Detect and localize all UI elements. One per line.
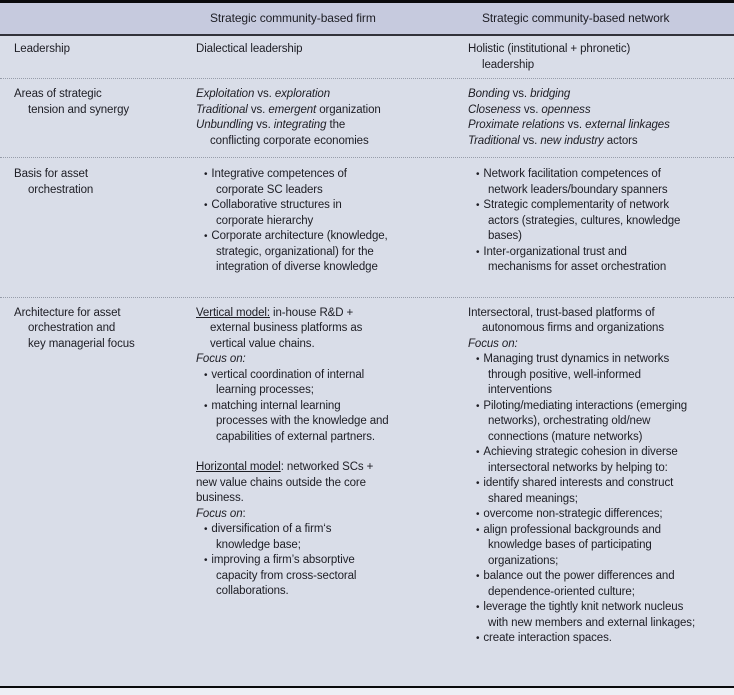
text-run: vs.	[509, 88, 531, 100]
bullet-icon: •	[204, 524, 208, 535]
paragraph	[468, 306, 728, 337]
text-run: Traditional	[468, 134, 520, 147]
text-run: matching internal learning	[211, 399, 341, 412]
text-run: vertical value chains.	[210, 337, 315, 350]
bullet-icon: •	[204, 231, 208, 242]
text-run: network leaders/boundary spanners	[488, 183, 668, 196]
bullet-item	[468, 399, 728, 446]
row-label-cell	[0, 167, 182, 276]
text-run: external business platforms as	[210, 322, 363, 334]
text-run: the	[326, 119, 346, 131]
bullet-icon: •	[476, 633, 480, 644]
table-row	[0, 297, 734, 687]
firm-cell	[182, 306, 454, 683]
text-run: processes with the knowledge and	[216, 415, 389, 427]
paragraph	[14, 42, 176, 58]
paragraph	[196, 507, 448, 523]
bullet-item	[196, 368, 448, 399]
text-run: Focus on:	[468, 337, 518, 350]
text-run: strategic, organizational) for the	[216, 245, 374, 258]
bullet-icon: •	[476, 447, 480, 458]
footer-strip	[0, 688, 734, 695]
text-run: Dialectical leadership	[196, 43, 303, 55]
bullet-item	[196, 553, 448, 600]
header-firm: Strategic community-based firm	[210, 10, 376, 25]
text-run: corporate SC leaders	[216, 183, 323, 196]
text-run: vs.	[564, 119, 586, 131]
text-run: Collaborative structures in	[211, 199, 342, 211]
text-run: vertical coordination of internal	[211, 368, 365, 381]
bullet-item	[196, 229, 448, 276]
text-run: mechanisms for asset orchestration	[488, 261, 667, 273]
text-run: shared meanings;	[488, 492, 578, 505]
bullet-icon: •	[204, 400, 208, 412]
text-run: balance out the power differences and	[483, 570, 675, 582]
bullet-icon: •	[476, 400, 480, 412]
text-run: Vertical model:	[196, 306, 270, 319]
bullet-icon: •	[476, 571, 480, 582]
paragraph	[196, 118, 448, 149]
table-row	[0, 36, 734, 78]
text-run: organization	[316, 103, 381, 116]
text-run: Inter-organizational trust and	[483, 245, 627, 258]
network-cell	[454, 42, 734, 73]
paragraph	[196, 87, 448, 103]
bullet-item	[468, 523, 728, 570]
bullet-item	[196, 522, 448, 553]
text-run: Holistic (institutional + phronetic)	[468, 43, 631, 55]
text-run: Closeness	[468, 103, 521, 116]
text-run: orchestration	[28, 183, 94, 196]
paragraph	[14, 87, 176, 118]
paragraph	[468, 103, 728, 119]
paragraph	[468, 134, 728, 150]
bullet-icon: •	[204, 200, 208, 211]
text-run: vs.	[520, 103, 542, 116]
paragraph	[468, 42, 728, 73]
header-network: Strategic community-based network	[482, 10, 670, 25]
text-run: Unbundling	[196, 119, 254, 131]
text-run: with new members and external linkages;	[488, 616, 696, 629]
text-run: orchestration and	[28, 322, 116, 334]
text-run: Basis for asset	[14, 168, 88, 180]
bullet-icon: •	[476, 602, 480, 613]
bullet-icon: •	[476, 246, 480, 258]
bullet-item	[468, 569, 728, 600]
bullet-item	[468, 476, 728, 507]
text-run: networks), orchestrating old/new	[488, 415, 651, 427]
paragraph	[468, 118, 728, 134]
text-run: vs.	[254, 88, 275, 100]
paragraph	[196, 306, 448, 353]
text-run: actors (strategies, cultures, knowledge	[488, 214, 681, 227]
paragraph	[196, 460, 448, 507]
text-run: vs.	[247, 103, 269, 116]
text-run: leverage the tightly knit network nucleus	[483, 601, 684, 613]
text-run: Traditional	[196, 103, 248, 116]
text-run: new industry	[540, 134, 604, 147]
text-run: integration of diverse knowledge	[216, 261, 378, 273]
text-run: Managing trust dynamics in networks	[483, 353, 670, 365]
bullet-item	[468, 445, 728, 476]
text-run: new value chains outside the core	[196, 476, 366, 489]
firm-cell	[182, 87, 454, 149]
text-run: autonomous firms and organizations	[482, 322, 664, 334]
text-run: Architecture for asset	[14, 306, 121, 319]
firm-cell	[182, 42, 454, 73]
text-run: create interaction spaces.	[483, 632, 612, 644]
bullet-icon: •	[476, 524, 480, 536]
text-run: bases)	[488, 230, 522, 242]
text-run: capabilities of external partners.	[216, 430, 375, 443]
text-run: corporate hierarchy	[216, 214, 314, 227]
bullet-icon: •	[476, 354, 480, 365]
text-run: Integrative competences of	[211, 168, 347, 180]
bullet-icon: •	[476, 478, 480, 489]
text-run: external linkages	[585, 119, 670, 131]
text-run: Areas of strategic	[14, 88, 102, 100]
text-run: conflicting corporate economies	[210, 134, 369, 147]
text-run: : networked SCs +	[280, 461, 374, 473]
text-run: business.	[196, 492, 244, 504]
text-run: align professional backgrounds and	[483, 523, 661, 536]
bullet-item	[196, 167, 448, 198]
text-run: intersectoral networks by helping to:	[488, 461, 668, 474]
table-row	[0, 157, 734, 297]
text-run: emergent	[268, 103, 317, 116]
text-run: Strategic complementarity of network	[483, 199, 669, 211]
bullet-icon: •	[204, 369, 208, 381]
bullet-icon: •	[204, 555, 208, 566]
text-run: identify shared interests and construct	[483, 477, 674, 489]
text-run: actors	[603, 134, 638, 147]
text-run: in-house R&D +	[269, 306, 354, 319]
text-run: leadership	[482, 58, 535, 71]
text-run: Proximate relations	[468, 119, 565, 131]
text-run: dependence-oriented culture;	[488, 585, 635, 598]
bullet-item	[468, 631, 728, 647]
text-run: tension and synergy	[28, 103, 130, 116]
text-run: Piloting/mediating interactions (emerging	[483, 399, 688, 412]
header-row	[0, 3, 734, 36]
text-run: overcome non-strategic differences;	[483, 508, 663, 520]
spacer	[196, 445, 448, 460]
text-run: vs.	[519, 134, 541, 147]
text-run: key managerial focus	[28, 337, 135, 350]
text-run: capacity from cross-sectoral	[216, 569, 357, 582]
text-run: knowledge base;	[216, 538, 301, 551]
text-run: through positive, well-informed	[488, 368, 641, 381]
text-run: exploration	[274, 88, 331, 100]
text-run: Leadership	[14, 43, 70, 55]
paragraph	[468, 337, 728, 353]
bullet-item	[468, 167, 728, 198]
firm-cell	[182, 167, 454, 276]
text-run: :	[242, 507, 246, 520]
row-label-cell	[0, 42, 182, 73]
text-run: Intersectoral, trust-based platforms of	[468, 306, 655, 319]
bullet-item	[196, 399, 448, 446]
text-run: learning processes;	[216, 384, 314, 396]
network-cell	[454, 167, 734, 276]
text-run: Bonding	[468, 88, 510, 100]
bullet-item	[468, 600, 728, 631]
paragraph	[196, 103, 448, 119]
row-label-cell	[0, 87, 182, 149]
bullet-item	[468, 198, 728, 245]
paragraph	[196, 42, 448, 58]
text-run: improving a firm’s absorptive	[211, 554, 355, 566]
text-run: Focus on	[196, 507, 243, 520]
bullet-item	[196, 198, 448, 229]
network-cell	[454, 87, 734, 149]
bullet-item	[468, 352, 728, 399]
paragraph	[14, 306, 176, 353]
paragraph	[14, 167, 176, 198]
text-run: integrating	[273, 119, 327, 131]
text-run: bridging	[530, 88, 571, 100]
bullet-icon: •	[476, 200, 480, 211]
text-run: Focus on:	[196, 353, 246, 365]
text-run: diversification of a firm‘s	[211, 523, 332, 535]
text-run: Network facilitation competences of	[483, 168, 661, 180]
bullet-item	[468, 507, 728, 523]
paragraph	[468, 87, 728, 103]
text-run: Horizontal model	[196, 461, 281, 473]
network-cell	[454, 306, 734, 683]
bullet-icon: •	[204, 169, 208, 180]
table-row	[0, 78, 734, 157]
bullet-icon: •	[476, 169, 480, 180]
text-run: connections (mature networks)	[488, 430, 643, 443]
text-run: Exploitation	[196, 88, 255, 100]
bullet-icon: •	[476, 509, 480, 520]
text-run: openness	[541, 103, 591, 116]
text-run: Corporate architecture (knowledge,	[211, 230, 388, 242]
row-label-cell	[0, 306, 182, 683]
text-run: collaborations.	[216, 585, 289, 597]
text-run: Achieving strategic cohesion in diverse	[483, 446, 678, 458]
text-run: vs.	[253, 119, 274, 131]
bullet-item	[468, 245, 728, 276]
text-run: organizations;	[488, 554, 559, 567]
text-run: knowledge bases of participating	[488, 539, 652, 551]
text-run: interventions	[488, 384, 552, 396]
paragraph	[196, 352, 448, 368]
